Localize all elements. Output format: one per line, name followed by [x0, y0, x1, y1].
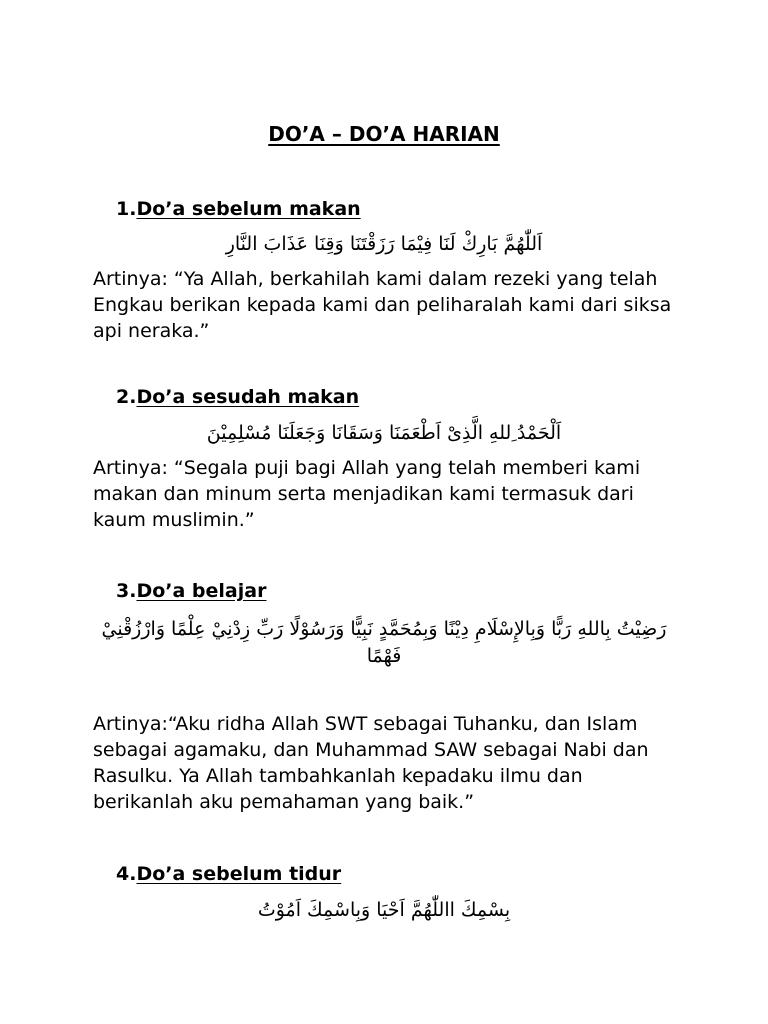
translation-prefix: Artinya:	[93, 457, 174, 479]
translation-text: “Aku ridha Allah SWT sebagai Tuhanku, dan Islam sebagai agamaku, dan Muhammad SAW sebagai Nabi dan Rasulku. Ya Allah tambahkanlah kepadaku ilmu dan berikanlah aku pemahaman yang baik.”	[93, 713, 649, 813]
translation-text: “Ya Allah, berkahilah kami dalam rezeki yang telah Engkau berikan kepada kami dan peliharalah kami dari siksa api neraka.”	[93, 268, 672, 342]
section-heading-1	[116, 198, 361, 220]
section-title: Do’a sebelum tidur	[136, 863, 342, 885]
section-number: 2.	[116, 386, 137, 408]
translation-prefix: Artinya:	[93, 713, 168, 735]
translation-text: “Segala puji bagi Allah yang telah memberi kami makan dan minum serta menjadikan kami termasuk dari kaum muslimin.”	[93, 457, 641, 531]
arabic-prayer-1: اَللّٰهُمَّ بَارِكْ لَنَا فِيْمَا رَزَقْتَنَا وَقِنَا عَذَابَ النَّارِ	[225, 233, 543, 255]
page-title: DO’A – DO’A HARIAN	[268, 122, 500, 146]
arabic-prayer-4: بِسْمِكَ االلّٰهُمَّ اَحْيَا وَبِاسْمِكَ اَمُوْتُ	[257, 899, 511, 921]
translation-2	[93, 455, 683, 533]
section-title: Do’a sesudah makan	[136, 386, 360, 408]
arabic-prayer-3: رَضِيْتُ بِاللهِ رَبًّا وَبِالإِسْلَامِ دِيْنًا وَبِمُحَمَّدٍ نَبِيًّا وَرَسُوْلًا رَبِّ زِدْنِيْ عِلْمًا وَارْزُقْنِيْ فَهْمًا	[101, 618, 667, 667]
section-number: 1.	[116, 198, 137, 220]
section-number: 3.	[116, 580, 137, 602]
section-heading-2	[116, 386, 359, 408]
section-heading-3	[116, 580, 266, 602]
arabic-prayer-2: اَلْحَمْدُ ِللهِ الَّذِىْ اَطْعَمَنَا وَسَقَانَا وَجَعَلَنَا مُسْلِمِيْنَ	[206, 422, 562, 444]
section-title: Do’a belajar	[136, 580, 267, 602]
translation-1	[93, 266, 683, 344]
section-heading-4	[116, 863, 341, 885]
section-title: Do’a sebelum makan	[136, 198, 361, 220]
section-number: 4.	[116, 863, 137, 885]
translation-3	[93, 711, 683, 815]
translation-prefix: Artinya:	[93, 268, 174, 290]
